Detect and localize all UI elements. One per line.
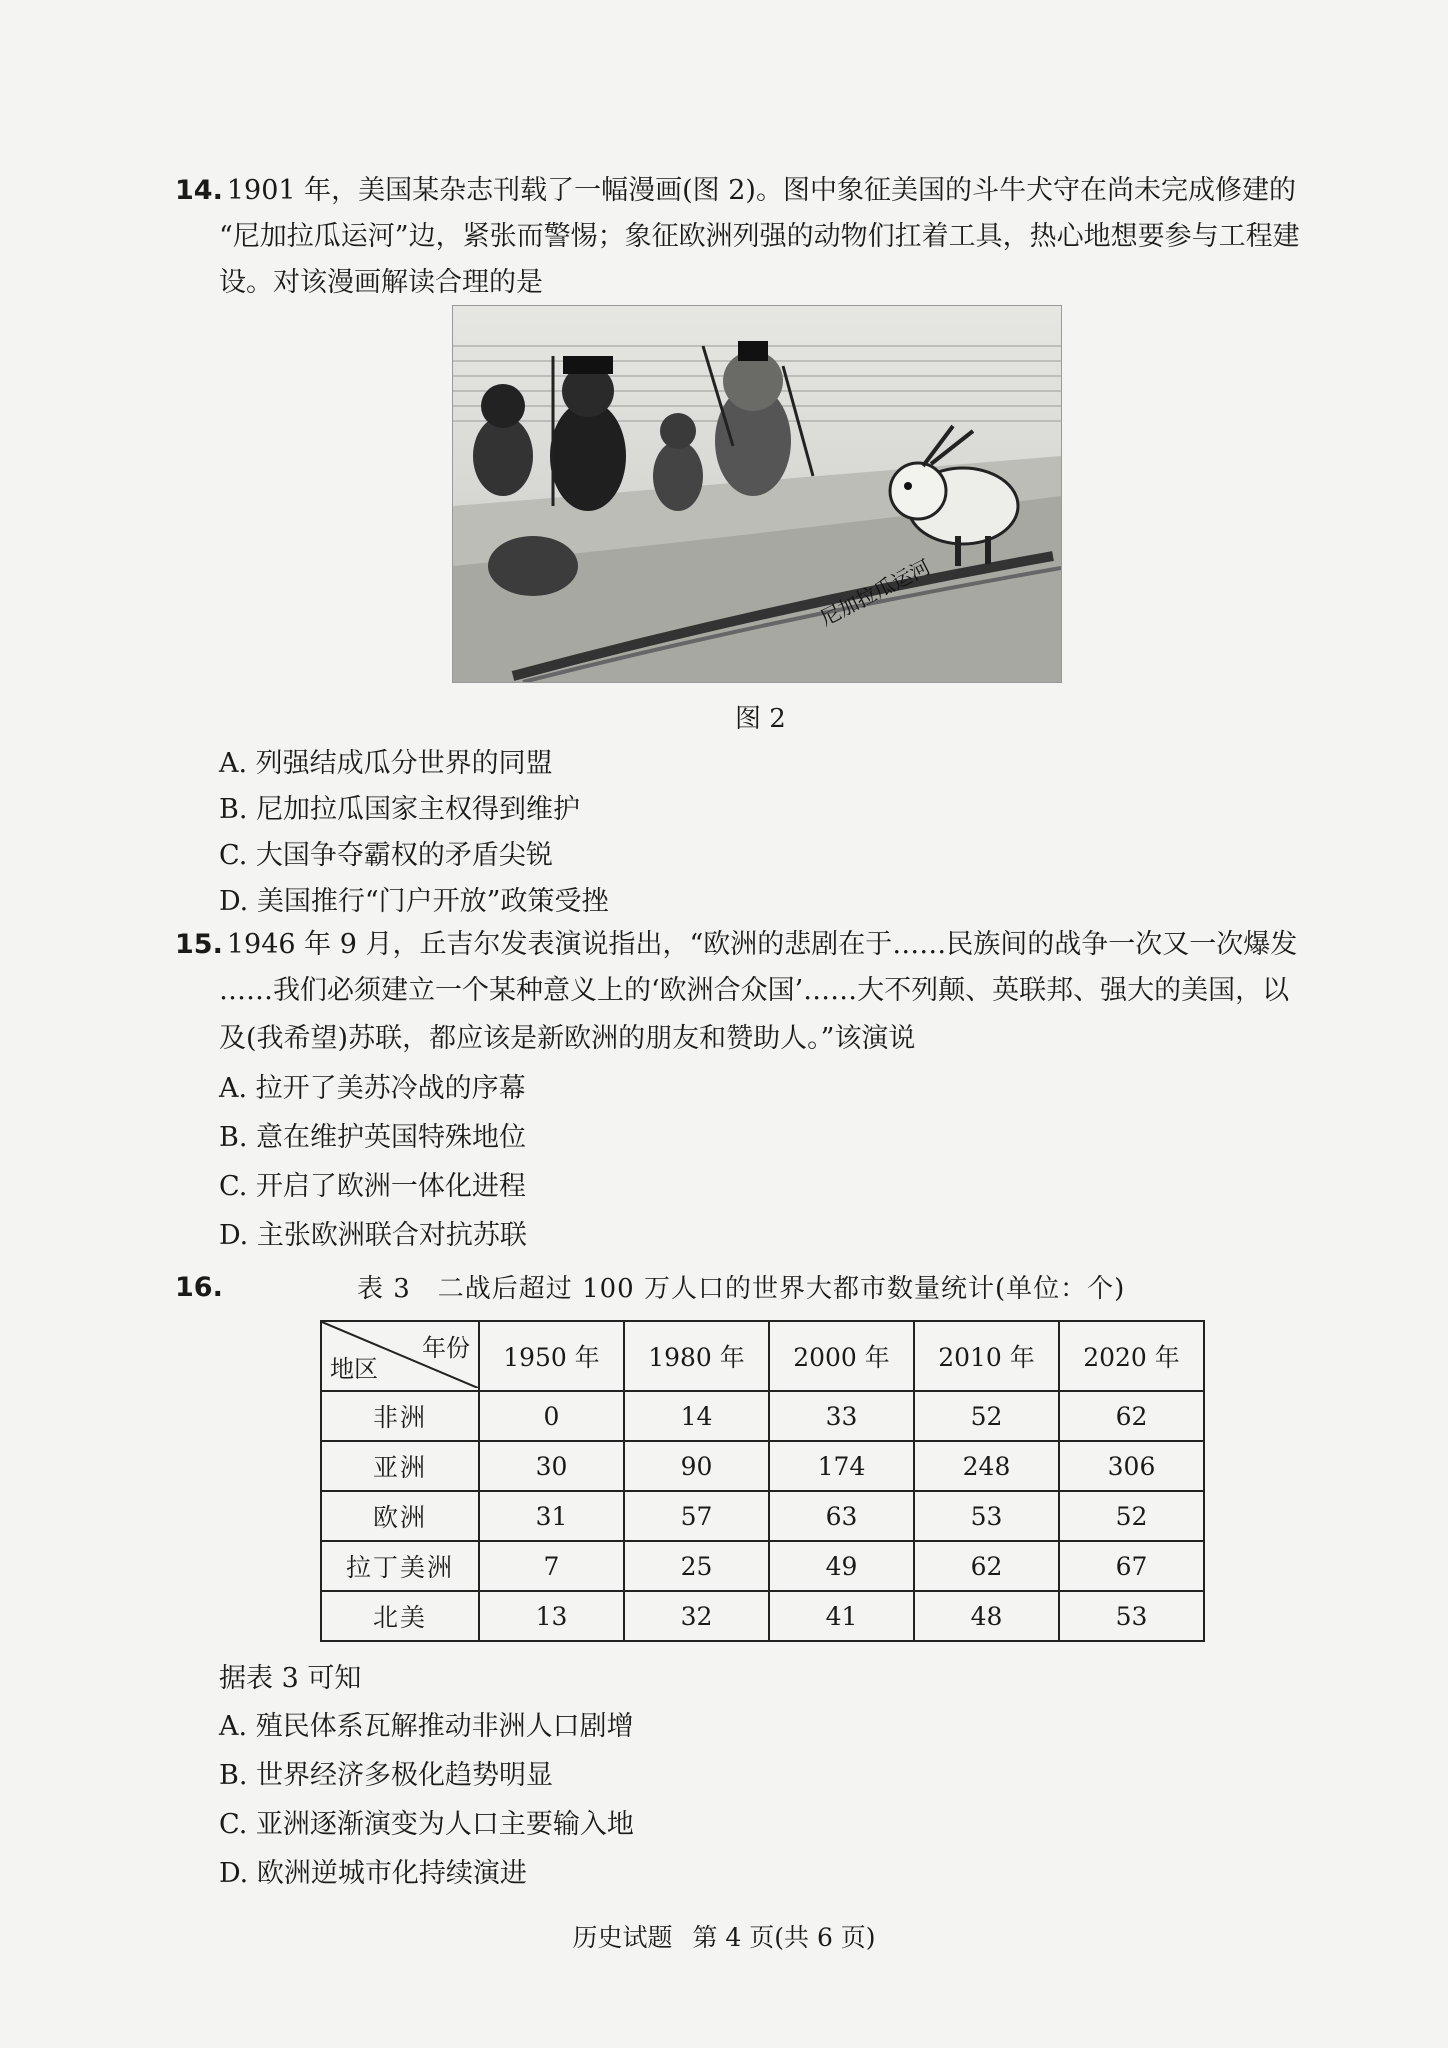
value-cell: 7 [479,1541,624,1591]
q14-option-a[interactable]: A. 列强结成瓜分世界的同盟 [219,748,553,779]
year-header: 2020 年 [1059,1321,1204,1391]
value-cell: 0 [479,1391,624,1441]
table-row [321,1441,1204,1491]
header-region-label: 地区 [330,1355,378,1383]
q14-text-1: 1901 年，美国某杂志刊载了一幅漫画(图 2)。图中象征美国的斗牛犬守在尚未完成修建的 [226,175,1296,206]
value-cell: 48 [914,1591,1059,1641]
value-cell: 31 [479,1491,624,1541]
value-cell: 248 [914,1441,1059,1491]
year-header: 2000 年 [769,1321,914,1391]
region-cell: 非洲 [321,1391,479,1441]
value-cell: 62 [1059,1391,1204,1441]
metropolis-table [320,1320,1205,1642]
region-cell: 拉丁美洲 [321,1541,479,1591]
q14-option-c[interactable]: C. 大国争夺霸权的矛盾尖锐 [219,840,553,871]
region-cell: 欧洲 [321,1491,479,1541]
value-cell: 33 [769,1391,914,1441]
q14-line2: “尼加拉瓜运河”边，紧张而警惕；象征欧洲列强的动物们扛着工具，热心地想要参与工程建 [219,221,1300,252]
year-header: 1980 年 [624,1321,769,1391]
table-row [321,1541,1204,1591]
q16-option-c[interactable]: C. 亚洲逐渐演变为人口主要输入地 [219,1809,634,1840]
value-cell: 52 [1059,1491,1204,1541]
table-corner-cell [321,1321,479,1391]
value-cell: 62 [914,1541,1059,1591]
value-cell: 90 [624,1441,769,1491]
figure-caption: 图 2 [735,704,786,734]
value-cell: 53 [1059,1591,1204,1641]
q16-stem: 据表 3 可知 [219,1663,362,1694]
q15-number: 15. [175,929,223,960]
q16-option-b[interactable]: B. 世界经济多极化趋势明显 [219,1760,554,1791]
q14-line1 [175,168,1355,214]
q14-number: 14. [175,175,223,206]
q15-option-c[interactable]: C. 开启了欧洲一体化进程 [219,1171,526,1202]
q16-option-a[interactable]: A. 殖民体系瓦解推动非洲人口剧增 [219,1711,634,1742]
q15-text-1: 1946 年 9 月，丘吉尔发表演说指出，“欧洲的悲剧在于……民族间的战争一次又一次爆发 [226,929,1298,960]
year-header: 2010 年 [914,1321,1059,1391]
value-cell: 52 [914,1391,1059,1441]
value-cell: 14 [624,1391,769,1441]
cartoon-figure [452,305,1062,683]
table-row [321,1391,1204,1441]
value-cell: 63 [769,1491,914,1541]
q15-option-a[interactable]: A. 拉开了美苏冷战的序幕 [219,1073,526,1104]
region-cell: 亚洲 [321,1441,479,1491]
table-title: 表 3 二战后超过 100 万人口的世界大都市数量统计(单位：个) [357,1274,1126,1304]
q16-option-d[interactable]: D. 欧洲逆城市化持续演进 [219,1858,527,1889]
value-cell: 306 [1059,1441,1204,1491]
value-cell: 49 [769,1541,914,1591]
value-cell: 13 [479,1591,624,1641]
q14-option-b[interactable]: B. 尼加拉瓜国家主权得到维护 [219,794,581,825]
value-cell: 53 [914,1491,1059,1541]
value-cell: 41 [769,1591,914,1641]
year-header: 1950 年 [479,1321,624,1391]
table-header-row [321,1321,1204,1391]
q14-option-d[interactable]: D. 美国推行“门户开放”政策受挫 [219,886,609,917]
value-cell: 174 [769,1441,914,1491]
q16-number: 16. [175,1272,223,1303]
value-cell: 25 [624,1541,769,1591]
region-cell: 北美 [321,1591,479,1641]
footer-page-number: 第 4 页(共 6 页) [692,1923,876,1952]
q15-line3: 及(我希望)苏联，都应该是新欧洲的朋友和赞助人。”该演说 [219,1023,916,1054]
footer-subject: 历史试题 [572,1923,673,1952]
value-cell: 67 [1059,1541,1204,1591]
q15-option-b[interactable]: B. 意在维护英国特殊地位 [219,1122,527,1153]
q15-line1 [175,922,1355,968]
q15-line2: ……我们必须建立一个某种意义上的‘欧洲合众国’……大不列颠、英联邦、强大的美国，以 [219,975,1290,1006]
page-footer [0,1918,1448,1954]
value-cell: 32 [624,1591,769,1641]
header-year-label: 年份 [422,1334,470,1362]
cartoon-illustration [453,306,1061,682]
table-row [321,1591,1204,1641]
value-cell: 30 [479,1441,624,1491]
value-cell: 57 [624,1491,769,1541]
table-row [321,1491,1204,1541]
canal-label: 尼加拉瓜运河 [816,554,935,631]
q14-line3: 设。对该漫画解读合理的是 [219,267,543,298]
q15-option-d[interactable]: D. 主张欧洲联合对抗苏联 [219,1220,527,1251]
